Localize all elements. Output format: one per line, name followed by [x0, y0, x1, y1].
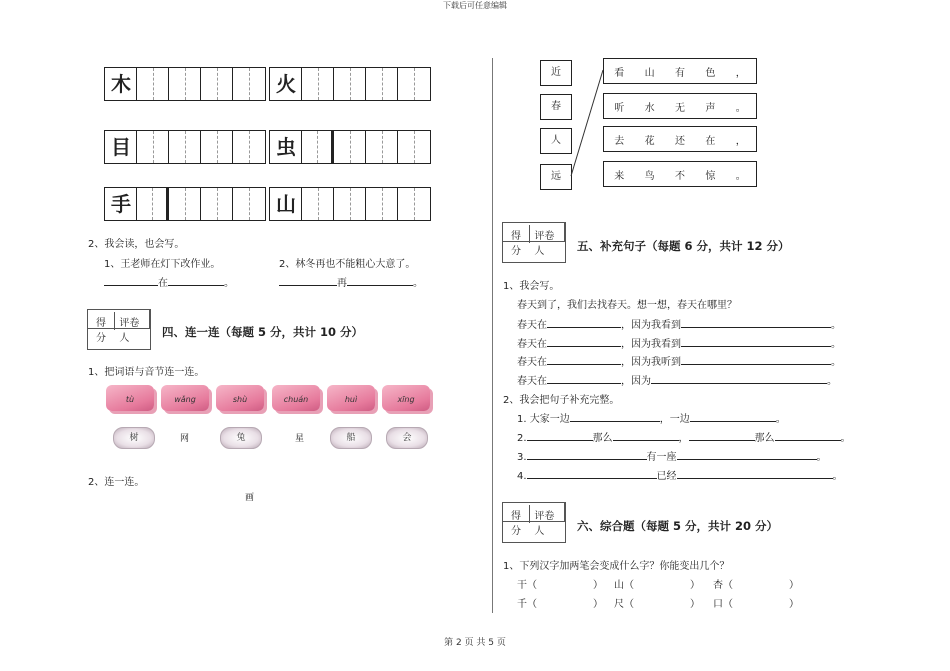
blank[interactable] — [677, 469, 833, 479]
poem-left-box[interactable]: 远 — [540, 164, 572, 190]
blank[interactable] — [347, 276, 413, 286]
poem-left-box[interactable]: 春 — [540, 94, 572, 120]
section-4-title: 四、连一连（每题 5 分，共计 10 分） — [162, 325, 364, 339]
stroke-item[interactable]: 千（ ） — [517, 599, 603, 610]
question-connect: 2、连一连。 — [88, 477, 145, 488]
score-box: 得分 评卷人 — [502, 222, 566, 263]
page-header: 下载后可任意编辑 — [443, 1, 507, 10]
pinyin-card[interactable]: wǎng — [161, 385, 209, 411]
blank[interactable] — [681, 337, 831, 347]
blank[interactable] — [547, 318, 621, 328]
blank[interactable] — [681, 318, 831, 328]
writing-grid-shan — [269, 187, 431, 221]
char-pillow[interactable]: 船 — [330, 427, 372, 449]
poem-row[interactable]: 去 花 还 在 ， — [603, 126, 757, 152]
pinyin-card[interactable]: chuán — [272, 385, 320, 411]
char-plain[interactable]: 网 — [180, 434, 190, 444]
blank[interactable] — [547, 355, 621, 365]
stroke-item[interactable]: 口（ ） — [713, 599, 799, 610]
stroke-item[interactable]: 干（ ） — [517, 580, 603, 591]
blank[interactable] — [690, 412, 776, 422]
complete-4: 4. 已经 。 — [517, 471, 843, 482]
blank[interactable] — [168, 276, 224, 286]
grid-char: 火 — [270, 68, 302, 100]
pinyin-card[interactable]: tù — [106, 385, 154, 411]
blank[interactable] — [689, 431, 755, 441]
writing-grid-mu2 — [104, 130, 266, 164]
spring-intro: 春天到了，我们去找春天。想一想，春天在哪里？ — [517, 300, 737, 311]
pinyin-card[interactable]: xīng — [382, 385, 430, 411]
writing-grid-huo — [269, 67, 431, 101]
question-connect-pinyin: 1、把词语与音节连一连。 — [88, 367, 205, 378]
sentence-2: 2、林冬再也不能粗心大意了。 — [279, 259, 416, 270]
blank[interactable] — [651, 374, 827, 384]
poem-row[interactable]: 来 鸟 不 惊 。 — [603, 161, 757, 187]
grid-char: 木 — [105, 68, 137, 100]
blank[interactable] — [613, 431, 679, 441]
char-pillow[interactable]: 树 — [113, 427, 155, 449]
column-divider — [492, 58, 493, 613]
poem-row[interactable]: 听 水 无 声 。 — [603, 93, 757, 119]
char-pillow[interactable]: 兔 — [220, 427, 262, 449]
pinyin-card[interactable]: huì — [327, 385, 375, 411]
blank[interactable] — [681, 355, 831, 365]
writing-grid-shou — [104, 187, 266, 221]
poem-left-box[interactable]: 人 — [540, 128, 572, 154]
complete-1: 1. 大家一边 ，一边 。 — [517, 414, 786, 425]
fill-line-1: 在 。 — [104, 274, 234, 289]
sentence-1: 1、王老师在灯下改作业。 — [104, 259, 221, 270]
writing-grid-mu — [104, 67, 266, 101]
grid-char: 目 — [105, 131, 137, 163]
blank[interactable] — [775, 431, 841, 441]
poem-row[interactable]: 看 山 有 色 ， — [603, 58, 757, 84]
grid-char: 虫 — [270, 131, 302, 163]
blank[interactable] — [547, 337, 621, 347]
char-plain[interactable]: 星 — [295, 434, 305, 444]
stroke-item[interactable]: 山（ ） — [614, 580, 700, 591]
page-footer: 第 2 页 共 5 页 — [444, 638, 506, 648]
grid-char: 手 — [105, 188, 137, 220]
stroke-item[interactable]: 杏（ ） — [713, 580, 799, 591]
blank[interactable] — [527, 450, 647, 460]
blank[interactable] — [677, 450, 817, 460]
pinyin-card[interactable]: shù — [216, 385, 264, 411]
section-5-title: 五、补充句子（每题 6 分，共计 12 分） — [577, 239, 790, 253]
complete-3: 3. 有一座 。 — [517, 452, 827, 463]
poem-left-box[interactable]: 近 — [540, 60, 572, 86]
blank[interactable] — [527, 469, 657, 479]
spring-line-3: 春天在 ，因为我听到 。 — [517, 357, 841, 368]
blank[interactable] — [570, 412, 660, 422]
blank[interactable] — [104, 276, 158, 286]
question-read-write: 2、我会读，也会写。 — [88, 239, 185, 250]
score-box: 得分 评卷人 — [87, 309, 151, 350]
writing-grid-chong — [269, 130, 431, 164]
question-write: 1、我会写。 — [503, 281, 560, 292]
blank[interactable] — [527, 431, 593, 441]
stroke-item[interactable]: 尺（ ） — [614, 599, 700, 610]
question-complete: 2、我会把句子补充完整。 — [503, 395, 620, 406]
spring-line-2: 春天在 ，因为我看到 。 — [517, 339, 841, 350]
blank[interactable] — [279, 276, 337, 286]
blank[interactable] — [547, 374, 621, 384]
grid-char: 山 — [270, 188, 302, 220]
connect-item: 画 — [245, 493, 255, 503]
fill-line-2: 再 。 — [279, 274, 423, 289]
score-box: 得分 评卷人 — [502, 502, 566, 543]
complete-2: 2. 那么 ， 那么 。 — [517, 433, 851, 444]
question-two-strokes: 1、下列汉字加两笔会变成什么字？你能变出几个？ — [503, 561, 730, 572]
spring-line-4: 春天在 ，因为 。 — [517, 376, 837, 387]
char-pillow[interactable]: 会 — [386, 427, 428, 449]
section-6-title: 六、综合题（每题 5 分，共计 20 分） — [577, 519, 779, 533]
spring-line-1: 春天在 ，因为我看到 。 — [517, 320, 841, 331]
